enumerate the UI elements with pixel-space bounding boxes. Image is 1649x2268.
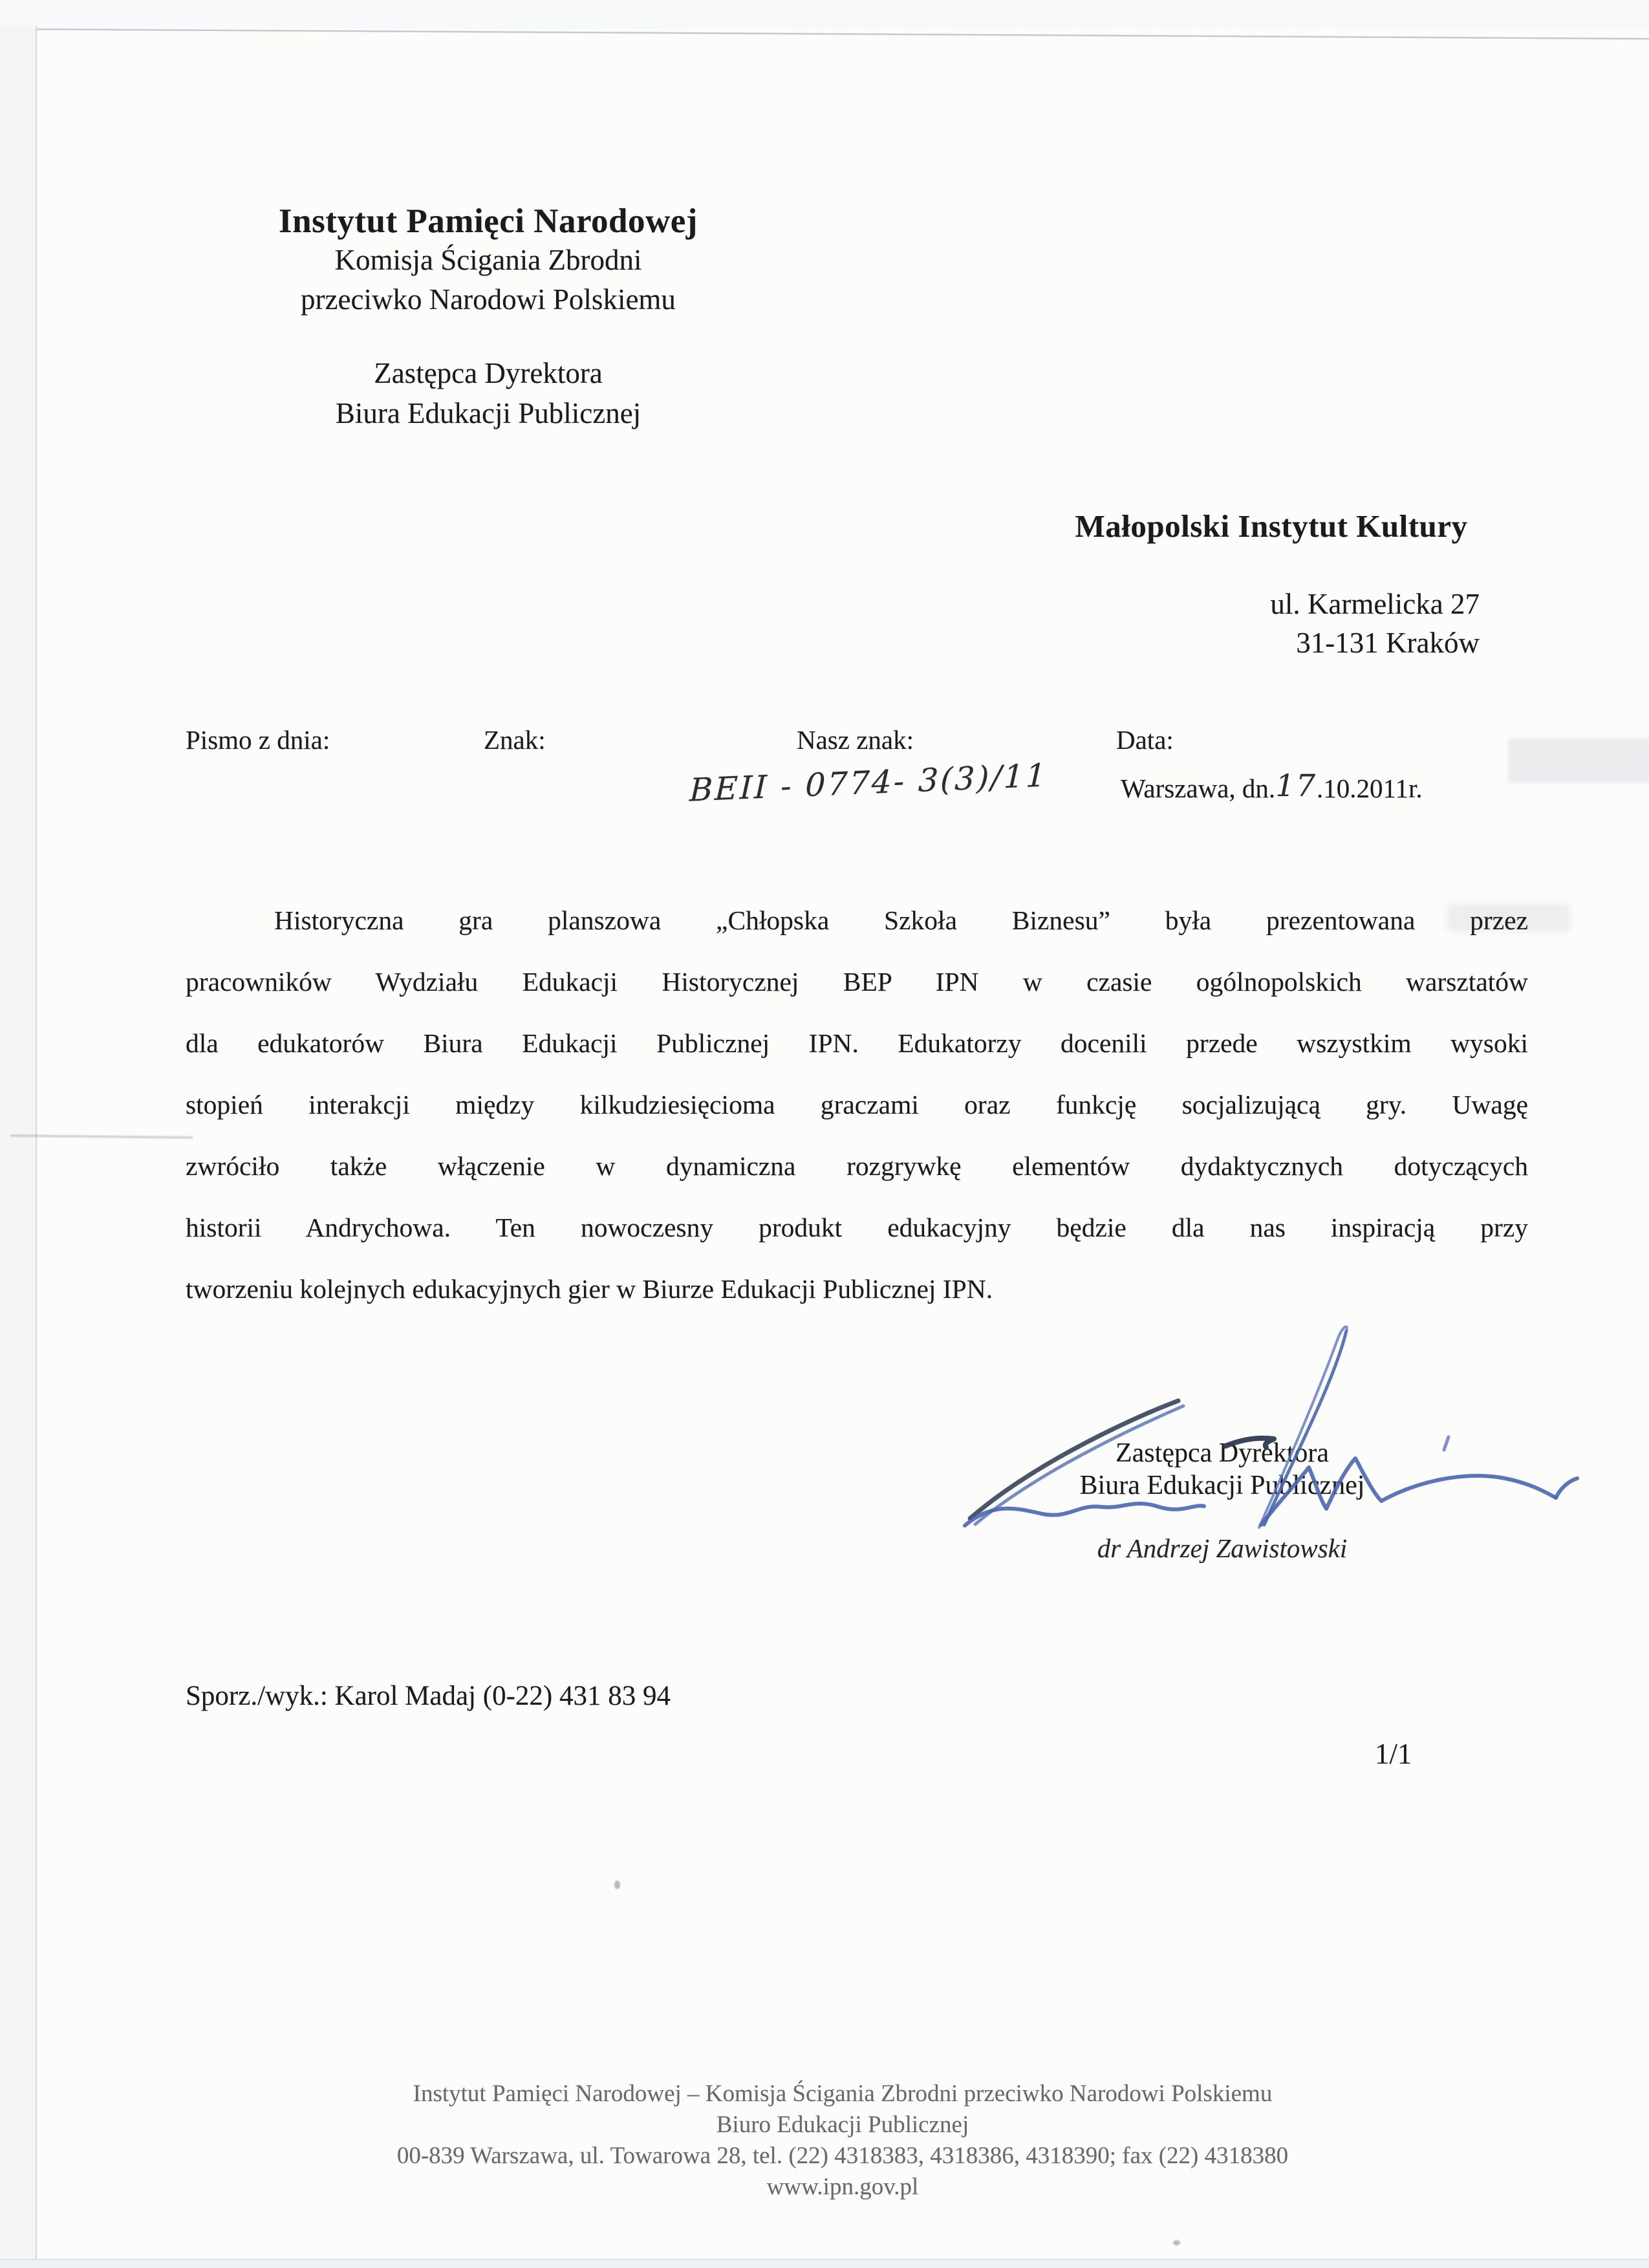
letter-footer <box>36 2079 1649 2203</box>
handwritten-day: 17 <box>1275 768 1317 804</box>
sender-block <box>194 202 782 433</box>
date-prefix: Warszawa, dn. <box>1121 773 1276 803</box>
prepared-by-line: Sporz./wyk.: Karol Madaj (0-22) 431 83 94 <box>186 1681 671 1711</box>
recipient-address-city: 31-131 Kraków <box>1296 627 1480 659</box>
body-line: dla edukatorów Biura Edukacji Publicznej IPN. Edukatorzy docenili przede wszystkim wysoki <box>186 1028 1528 1058</box>
signature-stroke <box>1556 1478 1577 1498</box>
field-label-nasz-znak: Nasz znak: <box>797 725 914 755</box>
field-label-znak: Znak: <box>484 725 546 755</box>
letter-body <box>186 890 1528 1320</box>
recipient-name: Małopolski Instytut Kultury <box>1075 508 1468 544</box>
field-label-data: Data: <box>1116 725 1174 755</box>
page-edge-bottom-strip <box>0 2259 1649 2268</box>
scan-edge-top-strip <box>0 0 1649 28</box>
body-line: stopień interakcji między kilkudziesięcioma graczami oraz funkcję socjalizującą gry. Uwagę <box>186 1090 1528 1119</box>
signature-block <box>1041 1437 1403 1564</box>
sender-org-line2: Komisja Ścigania Zbrodni <box>334 244 642 276</box>
signature-title-line2: Biura Edukacji Publicznej <box>1079 1471 1365 1500</box>
sender-title-line1: Zastępca Dyrektora <box>374 357 603 389</box>
body-line: Historyczna gra planszowa „Chłopska Szkoła Biznesu” była prezentowana przez <box>274 905 1528 935</box>
scan-speck <box>614 1881 620 1889</box>
scan-speck <box>1173 2240 1180 2245</box>
body-line: pracowników Wydziału Edukacji Historycznej BEP IPN w czasie ogólnopolskich warsztatów <box>186 967 1528 997</box>
page-edge-left-strip <box>0 26 37 2268</box>
body-line: historii Andrychowa. Ten nowoczesny produkt edukacyjny będzie dla nas inspiracją przy <box>186 1213 1528 1242</box>
field-label-pismo-z-dnia: Pismo z dnia: <box>186 725 330 755</box>
footer-line-address: 00-839 Warszawa, ul. Towarowa 28, tel. (22) 4318383, 4318386, 4318390; fax (22) 4318380 <box>396 2143 1289 2169</box>
date-suffix: .10.2011r. <box>1317 773 1423 803</box>
sender-org-line3: przeciwko Narodowi Polskiemu <box>301 283 676 316</box>
footer-line-website: www.ipn.gov.pl <box>766 2174 919 2200</box>
recipient-block <box>1061 508 1482 662</box>
body-line: tworzeniu kolejnych edukacyjnych gier w Biurze Edukacji Publicznej IPN. <box>186 1274 993 1304</box>
date-line <box>1121 770 1423 805</box>
body-line: zwróciło także włączenie w dynamiczna rozgrywkę elementów dydaktycznych dotyczących <box>186 1151 1528 1181</box>
signature-title-line1: Zastępca Dyrektora <box>1116 1438 1329 1468</box>
pencil-streak <box>10 1135 193 1145</box>
footer-line-org: Instytut Pamięci Narodowej – Komisja Ścigania Zbrodni przeciwko Narodowi Polskiemu <box>413 2080 1273 2107</box>
footer-line-bureau: Biuro Edukacji Publicznej <box>716 2111 969 2138</box>
recipient-address-street: ul. Karmelicka 27 <box>1270 588 1480 620</box>
page-number: 1/1 <box>1375 1738 1412 1770</box>
scan-smudge <box>1508 739 1649 783</box>
sender-title-line2: Biura Edukacji Publicznej <box>335 397 641 429</box>
signature-stroke <box>1444 1437 1449 1450</box>
handwritten-reference-number: BEII - 0774- 3(3)/11 <box>689 757 1049 809</box>
sender-org-name: Instytut Pamięci Narodowej <box>279 202 698 240</box>
signatory-name: dr Andrzej Zawistowski <box>1097 1533 1348 1563</box>
